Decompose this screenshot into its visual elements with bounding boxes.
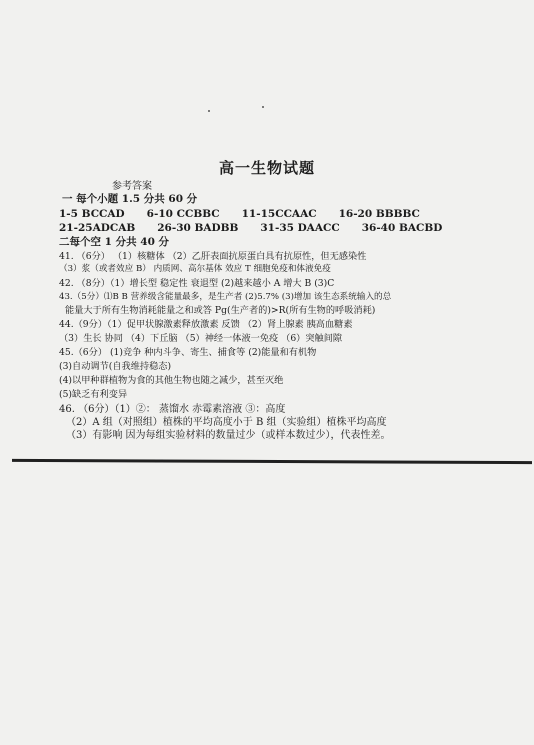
mc-group: 36-40 BACBD <box>361 222 443 234</box>
mc-group: 26-30 BADBB <box>157 222 239 234</box>
mc-group: 6-10 CCBBC <box>146 208 220 220</box>
answer-line: 46. （6分）（1）②： 蒸馏水 赤霉素溶液 ③：高度 <box>59 404 286 415</box>
answer-line: 43.（5分）⑴B B 营养级含能量最多，是生产者 (2)5.7% (3)增加 该生态系统输入的总 <box>59 292 392 302</box>
mc-group: 21-25ADCAB <box>59 222 136 234</box>
mc-group: 1-5 BCCAD <box>59 208 125 220</box>
answer-line: （2）A 组（对照组）植株的平均高度小于 B 组（实验组）植株平均高度 <box>66 417 387 428</box>
mc-group: 31-35 DAACC <box>260 222 340 234</box>
answer-line: 能量大于所有生物消耗能量之和或答 Pg(生产者的)>R(所有生物的呼吸消耗) <box>65 305 376 316</box>
mc-answers-row-1 <box>59 209 442 220</box>
mc-answers-row-2 <box>59 223 464 234</box>
answer-line: （3）有影响 因为每组实验材料的数量过少（或样本数过少），代表性差。 <box>66 430 391 441</box>
mc-group: 11-15CCAAC <box>241 208 317 220</box>
section-one-heading: 一 每个小题 1.5 分共 60 分 <box>62 193 198 205</box>
scan-speck <box>208 110 210 112</box>
answer-line: (3)自动调节(自我维持稳态) <box>59 361 172 372</box>
answer-line: (5)缺乏有利变异 <box>59 389 128 400</box>
mc-group: 16-20 BBBBC <box>338 208 420 220</box>
answer-line: 41. （6分） （1）核糖体 （2）乙肝表面抗原蛋白具有抗原性，但无感染性 <box>59 251 367 262</box>
scan-speck <box>262 106 264 108</box>
answer-line: 45.（6分） (1)竞争 种内斗争、寄生、捕食等 (2)能量和有机物 <box>59 347 317 358</box>
answer-line: （3）浆（或者效应 B） 内质网、高尔基体 效应 T 细胞免疫和体液免疫 <box>59 264 331 274</box>
page-title: 高一生物试题 <box>218 159 315 177</box>
answer-line: 42. （8分）（1）增长型 稳定性 衰退型 (2)越来越小 A 增大 B (3)C <box>59 278 335 289</box>
answer-line: 44.（9分）（1）促甲状腺激素释放激素 反馈 （2）肾上腺素 胰高血糖素 <box>59 319 353 330</box>
answer-line: （3）生长 协同 （4）下丘脑 （5）神经一体液一免疫 （6）突触间隙 <box>59 333 343 344</box>
divider-line <box>12 459 532 464</box>
answer-line: (4)以甲种群植物为食的其他生物也随之减少，甚至灭绝 <box>59 375 284 386</box>
reference-answer-heading: 参考答案 <box>112 181 152 192</box>
section-two-heading: 二每个空 1 分共 40 分 <box>59 236 170 248</box>
